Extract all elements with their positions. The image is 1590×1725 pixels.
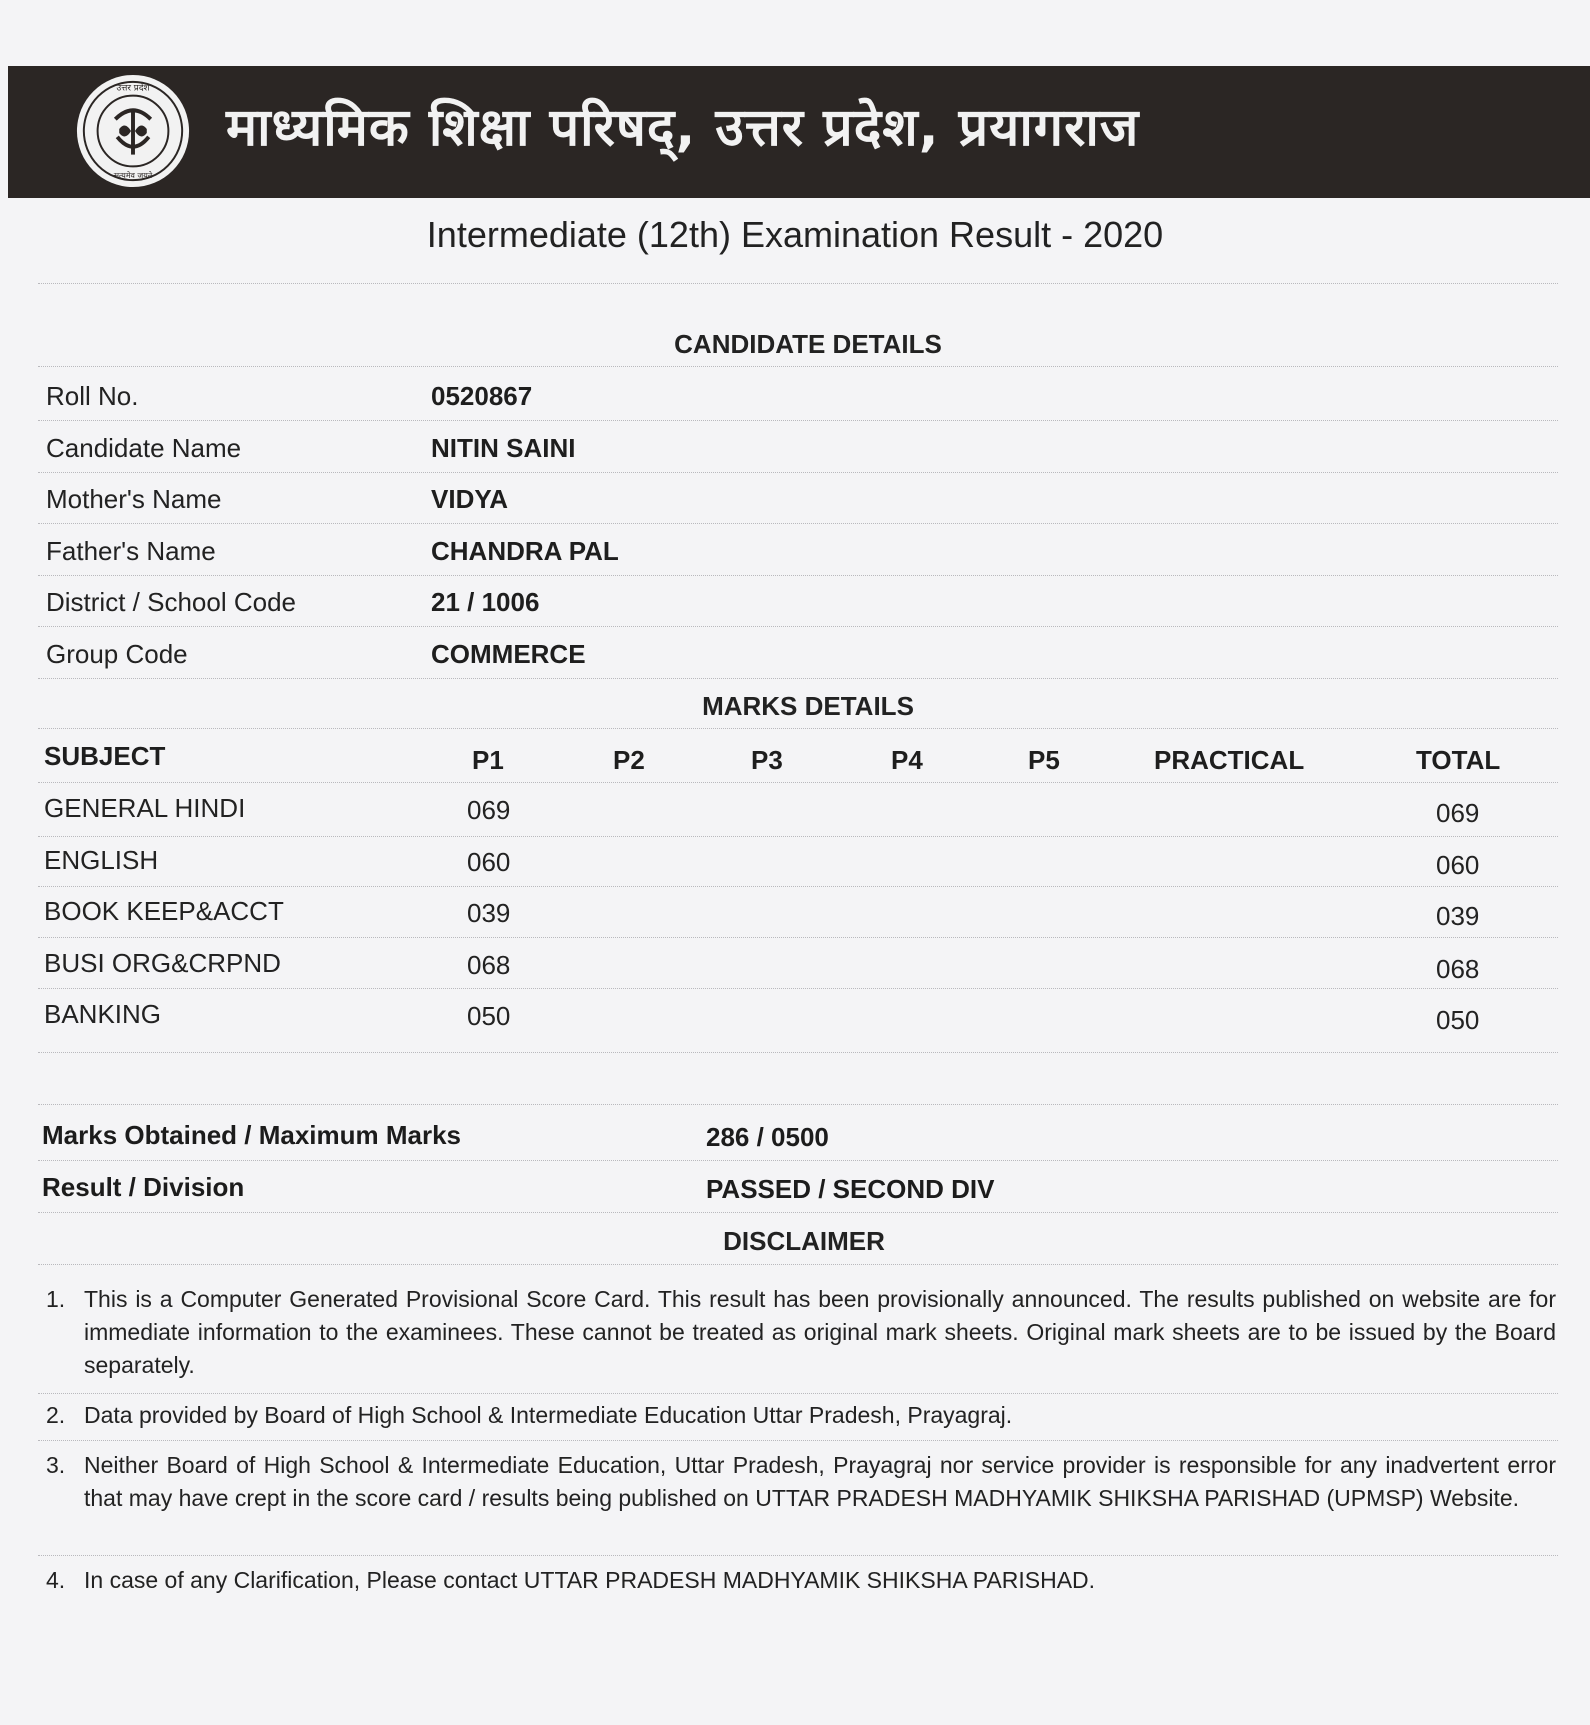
father-name-value: CHANDRA PAL [431,536,619,566]
divider [38,1052,1558,1053]
marks-obtained-label: Marks Obtained / Maximum Marks [42,1120,462,1150]
column-header-p3: P3 [751,745,783,775]
divider [38,283,1558,284]
divider [38,937,1558,938]
divider [38,1104,1558,1105]
divider [38,1264,1558,1265]
total-cell: 039 [1436,901,1480,931]
p1-cell: 060 [467,847,511,877]
district-school-code-value: 21 / 1006 [431,587,540,617]
disclaimer-number: 3. [46,1452,66,1478]
disclaimer-number: 2. [46,1402,66,1428]
divider [38,728,1558,729]
result-division-value: PASSED / SECOND DIV [706,1174,995,1204]
total-cell: 050 [1436,1005,1480,1035]
total-cell: 068 [1436,954,1480,984]
seal-text-bottom: सत्यमेव जयते [113,171,153,181]
marks-obtained-value: 286 / 0500 [706,1122,829,1152]
divider [38,1555,1558,1556]
candidate-details-heading: CANDIDATE DETAILS [674,329,942,359]
roll-no-value: 0520867 [431,381,533,411]
header-bar [8,66,1590,198]
total-cell: 069 [1436,798,1480,828]
subject-cell: ENGLISH [44,845,159,875]
divider [38,1212,1558,1213]
board-name: माध्यमिक शिक्षा परिषद्, उत्तर प्रदेश, प्रयागराज [226,98,1140,158]
divider [38,472,1558,473]
disclaimer-text: In case of any Clarification, Please contact UTTAR PRADESH MADHYAMIK SHIKSHA PARISHAD. [84,1567,1096,1593]
subject-cell: BOOK KEEP&ACCT [44,896,284,926]
divider [38,1440,1558,1441]
seal-text-top: उत्तर प्रदेश [116,83,150,94]
column-header-practical: PRACTICAL [1154,745,1305,775]
divider [38,886,1558,887]
divider [38,575,1558,576]
candidate-name-label: Candidate Name [46,433,242,463]
disclaimer-item [46,1283,1556,1382]
marks-details-heading: MARKS DETAILS [702,691,914,721]
disclaimer-number: 1. [46,1286,66,1312]
column-header-total: TOTAL [1416,745,1501,775]
divider [38,420,1558,421]
roll-no-label: Roll No. [46,381,139,411]
result-title: Intermediate (12th) Examination Result - 2020 [426,214,1164,255]
divider [38,782,1558,783]
disclaimer-item [46,1399,1556,1432]
father-name-label: Father's Name [46,536,216,566]
p1-cell: 039 [467,898,511,928]
column-header-p5: P5 [1028,745,1060,775]
district-school-code-label: District / School Code [46,587,296,617]
p1-cell: 069 [467,795,511,825]
mother-name-value: VIDYA [431,484,509,514]
subject-cell: BUSI ORG&CRPND [44,948,281,978]
p1-cell: 050 [467,1001,511,1031]
column-header-p2: P2 [613,745,645,775]
subject-cell: BANKING [44,999,162,1029]
up-government-seal-icon [74,72,192,190]
divider [38,626,1558,627]
disclaimer-number: 4. [46,1567,66,1593]
divider [38,836,1558,837]
divider [38,523,1558,524]
divider [38,366,1558,367]
candidate-name-value: NITIN SAINI [431,433,576,463]
result-division-label: Result / Division [42,1172,245,1202]
column-header-p1: P1 [472,745,504,775]
disclaimer-text: Data provided by Board of High School & Intermediate Education Uttar Pradesh, Prayagraj. [84,1402,1013,1428]
divider [38,678,1558,679]
divider [38,1160,1558,1161]
column-header-p4: P4 [891,745,923,775]
subject-cell: GENERAL HINDI [44,793,246,823]
disclaimer-item [46,1564,1556,1597]
p1-cell: 068 [467,950,511,980]
disclaimer-text: Neither Board of High School & Intermediate Education, Uttar Pradesh, Prayagraj nor service provider is responsible for any inadvertent error that may have crept in the score card / results being published on UTTAR PRADESH MADHYAMIK SHIKSHA PARISHAD (UPMSP) Website. [84,1452,1556,1511]
divider [38,1393,1558,1394]
disclaimer-text: This is a Computer Generated Provisional Score Card. This result has been provisionally announced. The results published on website are for immediate information to the examinees. These cannot be treated as original mark sheets. Original mark sheets are to be issued by the Board separately. [84,1286,1556,1378]
total-cell: 060 [1436,850,1480,880]
mother-name-label: Mother's Name [46,484,222,514]
disclaimer-item [46,1449,1556,1515]
group-code-label: Group Code [46,639,188,669]
group-code-value: COMMERCE [431,639,586,669]
disclaimer-heading: DISCLAIMER [723,1226,885,1256]
divider [38,988,1558,989]
column-header-subject: SUBJECT [44,741,166,771]
